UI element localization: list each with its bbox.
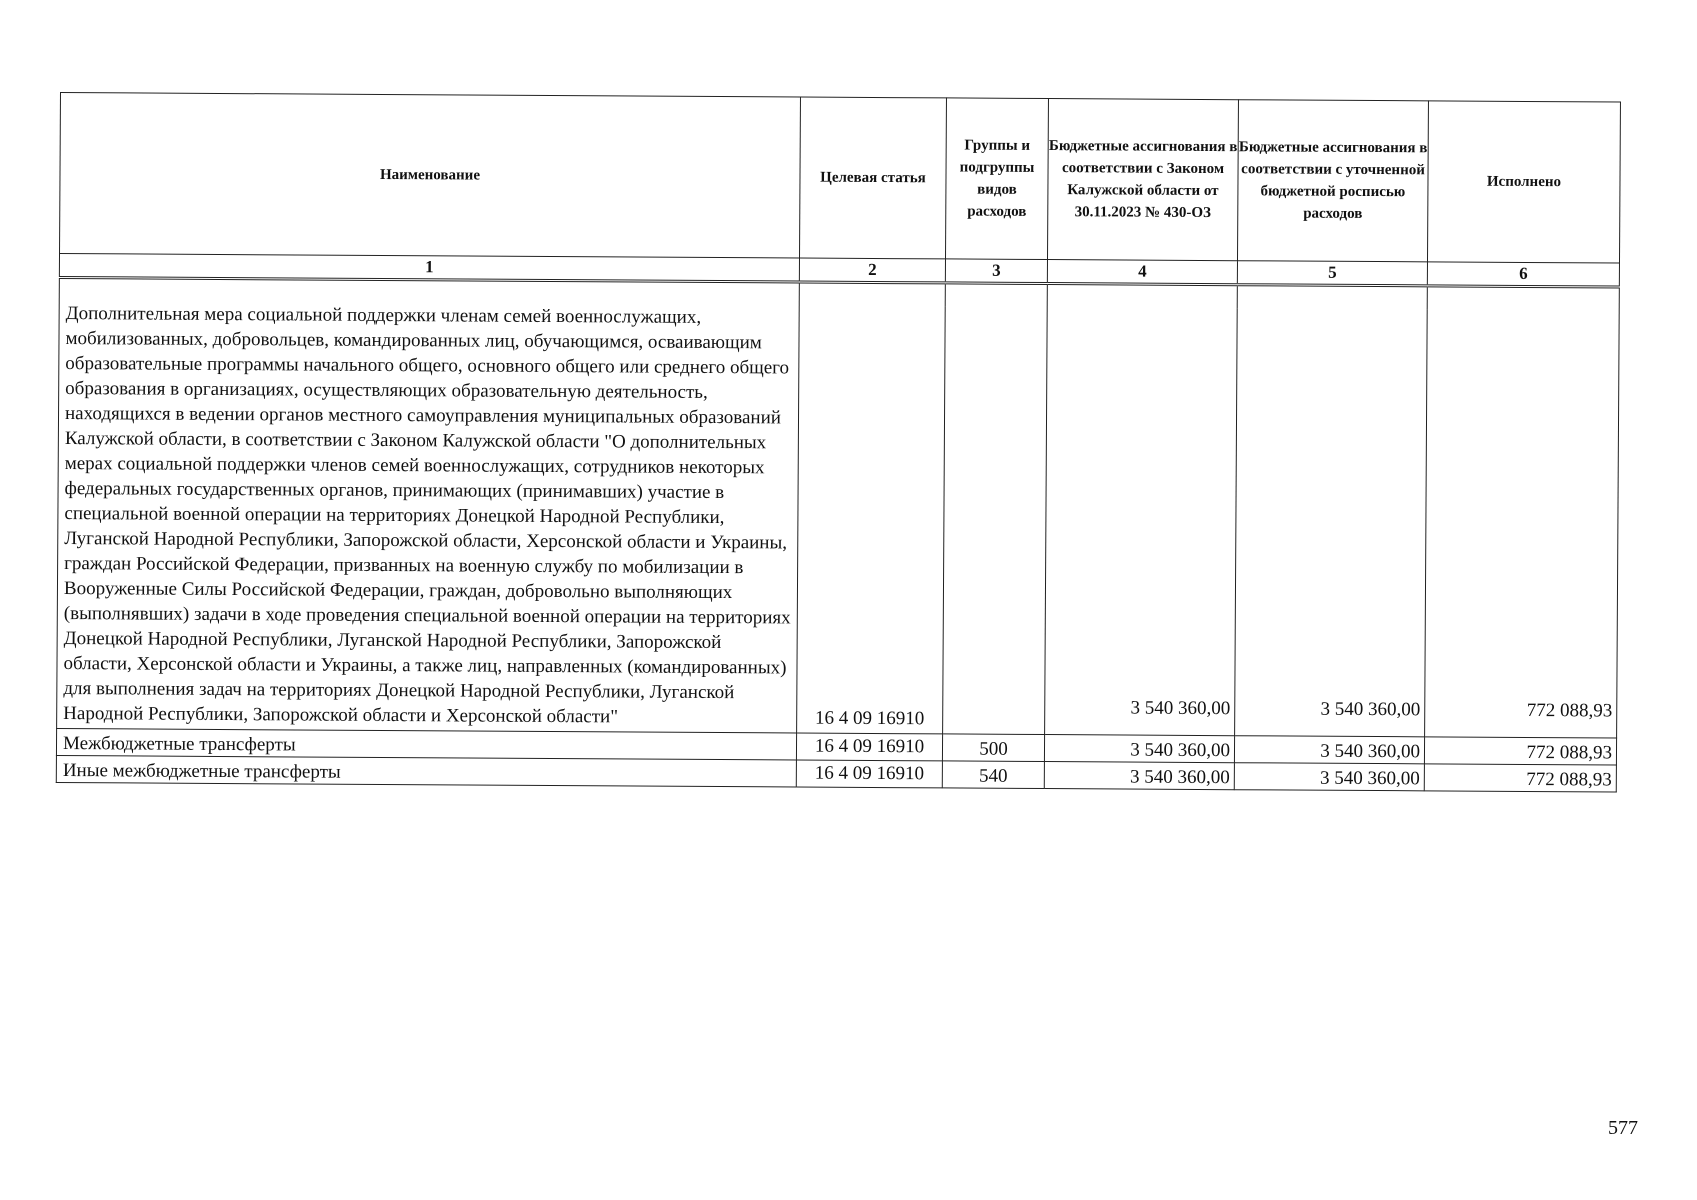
row-executed: 772 088,93 xyxy=(1424,737,1616,765)
row-assigned-law: 3 540 360,00 xyxy=(1045,307,1238,736)
header-expense-groups: Группы и подгруппы видов расходов xyxy=(945,98,1048,260)
row-executed: 772 088,93 xyxy=(1425,309,1620,738)
row-expense-group: 540 xyxy=(942,761,1044,789)
header-executed: Исполнено xyxy=(1427,101,1620,263)
header-target-article: Целевая статья xyxy=(799,97,946,259)
page-number: 577 xyxy=(1608,1117,1638,1139)
budget-table xyxy=(56,92,1621,793)
row-executed: 772 088,93 xyxy=(1424,764,1616,792)
row-target-article: 16 4 09 16910 xyxy=(797,306,946,734)
header-assigned-law: Бюджетные ассигнования в соответствии с Законом Калужской области от 30.11.2023 № 430-ОЗ xyxy=(1047,99,1238,261)
header-name: Наименование xyxy=(60,93,801,259)
row-target-article: 16 4 09 16910 xyxy=(796,733,942,761)
table-row xyxy=(57,301,1620,738)
row-target-article: 16 4 09 16910 xyxy=(796,760,942,788)
column-number: 3 xyxy=(945,259,1047,284)
header-row xyxy=(60,93,1621,264)
column-number: 5 xyxy=(1237,261,1427,286)
row-assigned-refined: 3 540 360,00 xyxy=(1235,308,1428,737)
row-assigned-law: 3 540 360,00 xyxy=(1044,735,1234,763)
row-name: Межбюджетные трансферты xyxy=(56,728,796,760)
row-expense-group: 500 xyxy=(942,734,1044,762)
row-name: Иные межбюджетные трансферты xyxy=(56,755,796,787)
column-number: 1 xyxy=(59,254,799,283)
column-number: 2 xyxy=(799,258,945,283)
header-assigned-refined: Бюджетные ассигнования в соответствии с уточненной бюджетной росписью расходов xyxy=(1237,100,1428,262)
row-assigned-refined: 3 540 360,00 xyxy=(1234,736,1424,764)
column-number: 4 xyxy=(1047,260,1237,285)
row-name: Дополнительная мера социальной поддержки членам семей военнослужащих, мобилизованных, добровольцев, командированных лиц, обучающимся, осваивающим образовательные программы начального общего, основного общего или среднего общего образования в организациях, осуществляющих образовательную деятельность, находящихся в ведении органов местного самоуправления муниципальных образований Калужской области, в соответствии с Законом Калужской области "О дополнительных мерах социальной поддержки членов семей военнослужащих, сотрудников некоторых федеральных государственных органов, принимающих (принимавших) участие в специальной военной операции на территориях Донецкой Народной Республики, Луганской Народной Республики, Запорожской области, Херсонской области и Украины, граждан Российской Федерации, призванных на военную службу по мобилизации в Вооруженные Силы Российской Федерации, граждан, добровольно выполняющих (выполнявших) задачи в ходе проведения специальной военной операции на территориях Донецкой Народной Республики, Луганской Народной Республики, Запорожской области, Херсонской области и Украины, а также лиц, направленных (командированных) для выполнения задач на территориях Донецкой Народной Республики, Луганской Народной Республики, Запорожской области и Херсонской области" xyxy=(57,301,800,733)
row-assigned-refined: 3 540 360,00 xyxy=(1234,763,1424,791)
row-expense-group xyxy=(943,306,1048,734)
column-number: 6 xyxy=(1427,262,1619,287)
row-assigned-law: 3 540 360,00 xyxy=(1044,762,1234,790)
